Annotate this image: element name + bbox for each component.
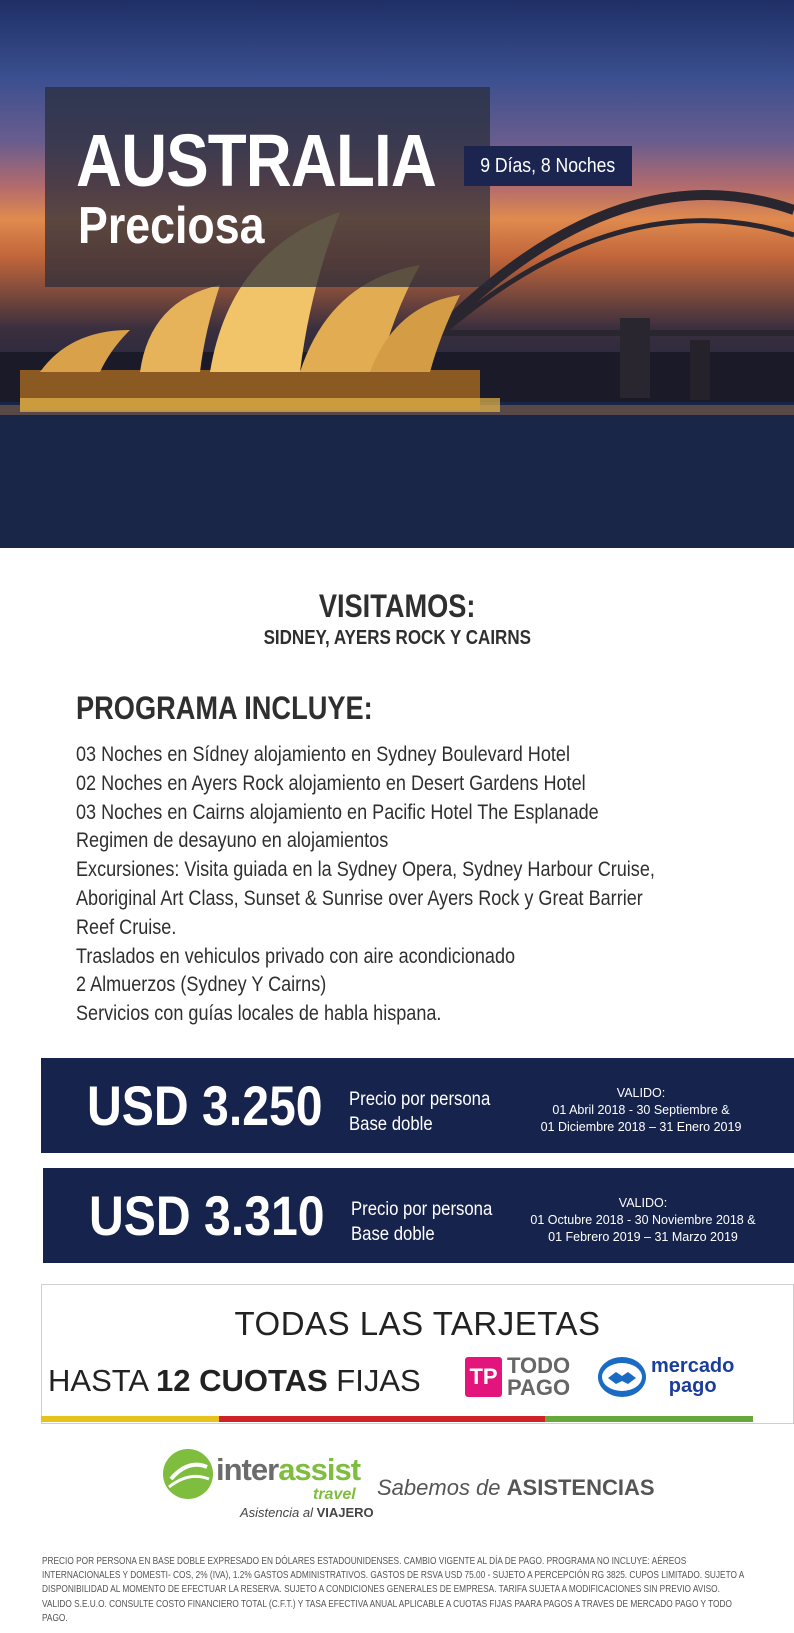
cards-title: TODAS LAS TARJETAS <box>234 1305 601 1342</box>
todopago-line: PAGO <box>507 1375 571 1400</box>
handshake-icon <box>598 1357 646 1397</box>
slogan-bold: ASISTENCIAS <box>506 1475 655 1500</box>
wordmark-inter: inter <box>216 1452 279 1487</box>
slogan-italic: Sabemos de <box>377 1475 507 1500</box>
price-description <box>349 1087 490 1137</box>
tagline-bold: VIAJERO <box>316 1505 374 1520</box>
program-item: 03 Noches en Cairns alojamiento en Pacific Hotel The Esplanade <box>76 800 599 824</box>
todopago-icon: TP <box>465 1357 502 1397</box>
duration-text: 9 Días, 8 Noches <box>480 155 616 177</box>
price-desc-line: Base doble <box>349 1114 433 1135</box>
program-item: Aboriginal Art Class, Sunset & Sunrise over Ayers Rock y Great Barrier <box>76 886 643 910</box>
validity-label: VALIDO: <box>618 1196 668 1210</box>
program-item: Regimen de desayuno en alojamientos <box>76 829 389 853</box>
visit-places <box>0 627 794 650</box>
program-heading: PROGRAMA INCLUYE: <box>76 690 373 726</box>
brand-tagline <box>240 1505 374 1520</box>
validity-label: VALIDO: <box>616 1086 666 1100</box>
destination-title: AUSTRALIA <box>76 119 436 202</box>
interassist-wordmark <box>216 1452 360 1488</box>
mercadopago-logo-text <box>651 1356 734 1396</box>
price-amount: USD 3.310 <box>89 1184 325 1247</box>
price-bar-1 <box>41 1058 794 1153</box>
program-item: Servicios con guías locales de habla hispana. <box>76 1002 442 1026</box>
duration-badge <box>464 146 632 186</box>
mercadopago-line: mercado <box>651 1355 735 1377</box>
tagline-prefix: Asistencia al <box>240 1505 317 1520</box>
program-list <box>76 741 712 1029</box>
wordmark-assist: assist <box>278 1452 361 1487</box>
price-desc-line: Precio por persona <box>349 1089 491 1110</box>
stripe-green <box>545 1416 753 1422</box>
fine-print: PRECIO POR PERSONA EN BASE DOBLE EXPRESADO EN DÓLARES ESTADOUNIDENSES. CAMBIO VIGENTE AL DÍA DE PAGO. PROGRAMA NO INCLUYE: AÉREOS INTERNACIONALES Y DOMESTI- COS, 2% (IVA), 1.2% GASTOS ADMINISTRATIVOS. GASTOS DE RSVA USD 75.00 - SUJETO A PERCEPCIÓN RG 3825. CUPOS LIMITADO. SUJETO A DISPONIBILIDAD AL MOMENTO DE EFECTUAR LA RESERVA. SUJETO A CONDICIONES GENERALES DE EMPRESA. TARIFA SUJETA A MODIFICACIONES SIN PREVIO AVISO. VALIDO S.E.U.O. CONSULTE COSTO FINANCIERO TOTAL (C.F.T.) Y TASA EFECTIVA ANUAL APLICABLE A CUOTAS FIJAS PAARA PAGOS A TRAVES DE MERCADO PAGO Y TODO PAGO. <box>42 1555 744 1624</box>
program-item: Traslados en vehiculos privado con aire acondicionado <box>76 944 516 968</box>
price-desc-line: Precio por persona <box>351 1199 493 1220</box>
slogan <box>377 1475 655 1501</box>
price-bar-2 <box>43 1168 794 1263</box>
price-validity <box>513 1195 773 1246</box>
todopago-line: TODO <box>507 1353 571 1378</box>
mercadopago-line: pago <box>668 1375 717 1397</box>
program-item: Excursiones: Visita guiada en la Sydney Opera, Sydney Harbour Cruise, <box>76 858 655 882</box>
stripe-red <box>219 1416 545 1422</box>
payment-cards-box <box>41 1284 794 1424</box>
price-amount: USD 3.250 <box>87 1074 323 1137</box>
validity-line: 01 Diciembre 2018 – 31 Enero 2019 <box>540 1120 742 1134</box>
price-desc-line: Base doble <box>351 1224 435 1245</box>
installments-bold: 12 CUOTAS <box>155 1363 328 1398</box>
program-item: 2 Almuerzos (Sydney Y Cairns) <box>76 973 327 997</box>
price-description <box>351 1197 492 1247</box>
visit-heading <box>0 588 794 625</box>
installments-suffix: FIJAS <box>327 1363 421 1398</box>
program-item: Reef Cruise. <box>76 915 177 939</box>
installments-text <box>48 1363 421 1399</box>
destination-subtitle: Preciosa <box>78 197 265 255</box>
visit-places-text: SIDNEY, AYERS ROCK Y CAIRNS <box>263 627 531 649</box>
validity-line: 01 Abril 2018 - 30 Septiembre & <box>552 1103 730 1117</box>
validity-line: 01 Octubre 2018 - 30 Noviembre 2018 & <box>530 1213 756 1227</box>
todopago-logo-text <box>507 1355 570 1399</box>
installments-prefix: HASTA <box>48 1363 156 1398</box>
wordmark-travel: travel <box>313 1486 356 1503</box>
interassist-globe-icon <box>163 1449 213 1499</box>
visit-heading-text: VISITAMOS: <box>318 588 476 624</box>
program-item: 02 Noches en Ayers Rock alojamiento en Desert Gardens Hotel <box>76 771 586 795</box>
stripe-yellow <box>41 1416 219 1422</box>
validity-line: 01 Febrero 2019 – 31 Marzo 2019 <box>548 1230 738 1244</box>
price-validity <box>511 1085 771 1136</box>
program-item: 03 Noches en Sídney alojamiento en Sydney Boulevard Hotel <box>76 743 570 766</box>
